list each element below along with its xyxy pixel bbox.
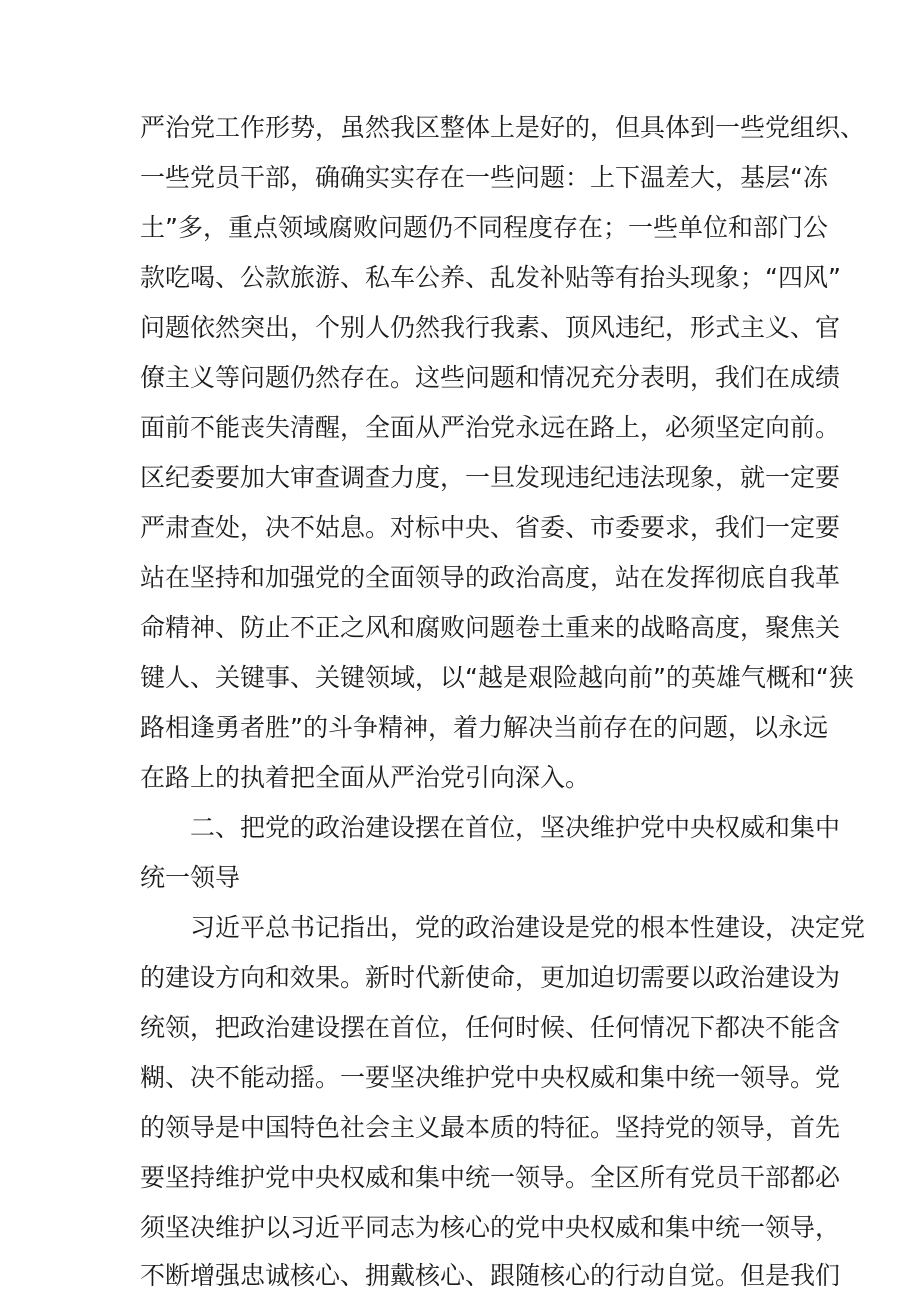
section-heading-continued: 统一领导 — [140, 863, 241, 892]
paragraph-line: 糊、决不能动摇。一要坚决维护党中央权威和集中统一领导。党 — [140, 1063, 841, 1092]
paragraph-line: 习近平总书记指出，党的政治建设是党的根本性建设，决定党 — [190, 913, 866, 942]
paragraph-line: 严治党工作形势，虽然我区整体上是好的，但具体到一些党组织、 — [140, 113, 866, 142]
paragraph-line: 款吃喝、公款旅游、私车公养、乱发补贴等有抬头现象；“四风” — [140, 263, 841, 292]
paragraph-line: 土”多，重点领域腐败问题仍不同程度存在；一些单位和部门公 — [140, 213, 828, 242]
paragraph-line: 站在坚持和加强党的全面领导的政治高度，站在发挥彻底自我革 — [140, 563, 841, 592]
paragraph-line: 在路上的执着把全面从严治党引向深入。 — [140, 763, 591, 792]
paragraph-line: 的领导是中国特色社会主义最本质的特征。坚持党的领导，首先 — [140, 1113, 841, 1142]
paragraph-line: 的建设方向和效果。新时代新使命，更加迫切需要以政治建设为 — [140, 963, 841, 992]
section-heading: 二、把党的政治建设摆在首位，坚决维护党中央权威和集中 — [190, 813, 841, 842]
paragraph-line: 须坚决维护以习近平同志为核心的党中央权威和集中统一领导， — [140, 1213, 841, 1242]
paragraph-line: 不断增强忠诚核心、拥戴核心、跟随核心的行动自觉。但是我们 — [140, 1261, 841, 1290]
paragraph-line: 命精神、防止不正之风和腐败问题卷土重来的战略高度，聚焦关 — [140, 613, 841, 642]
paragraph-line: 严肃查处，决不姑息。对标中央、省委、市委要求，我们一定要 — [140, 513, 841, 542]
paragraph-line: 路相逢勇者胜”的斗争精神，着力解决当前存在的问题，以永远 — [140, 713, 828, 742]
paragraph-line: 一些党员干部，确确实实存在一些问题：上下温差大，基层“冻 — [140, 163, 828, 192]
paragraph-line: 僚主义等问题仍然存在。这些问题和情况充分表明，我们在成绩 — [140, 363, 841, 392]
paragraph-line: 键人、关键事、关键领域，以“越是艰险越向前”的英雄气概和“狭 — [140, 663, 854, 692]
paragraph-line: 区纪委要加大审查调查力度，一旦发现违纪违法现象，就一定要 — [140, 463, 841, 492]
paragraph-line: 问题依然突出，个别人仍然我行我素、顶风违纪，形式主义、官 — [140, 313, 841, 342]
paragraph-line: 要坚持维护党中央权威和集中统一领导。全区所有党员干部都必 — [140, 1163, 841, 1192]
paragraph-line: 统领，把政治建设摆在首位，任何时候、任何情况下都决不能含 — [140, 1013, 841, 1042]
paragraph-line: 面前不能丧失清醒，全面从严治党永远在路上，必须坚定向前。 — [140, 413, 841, 442]
